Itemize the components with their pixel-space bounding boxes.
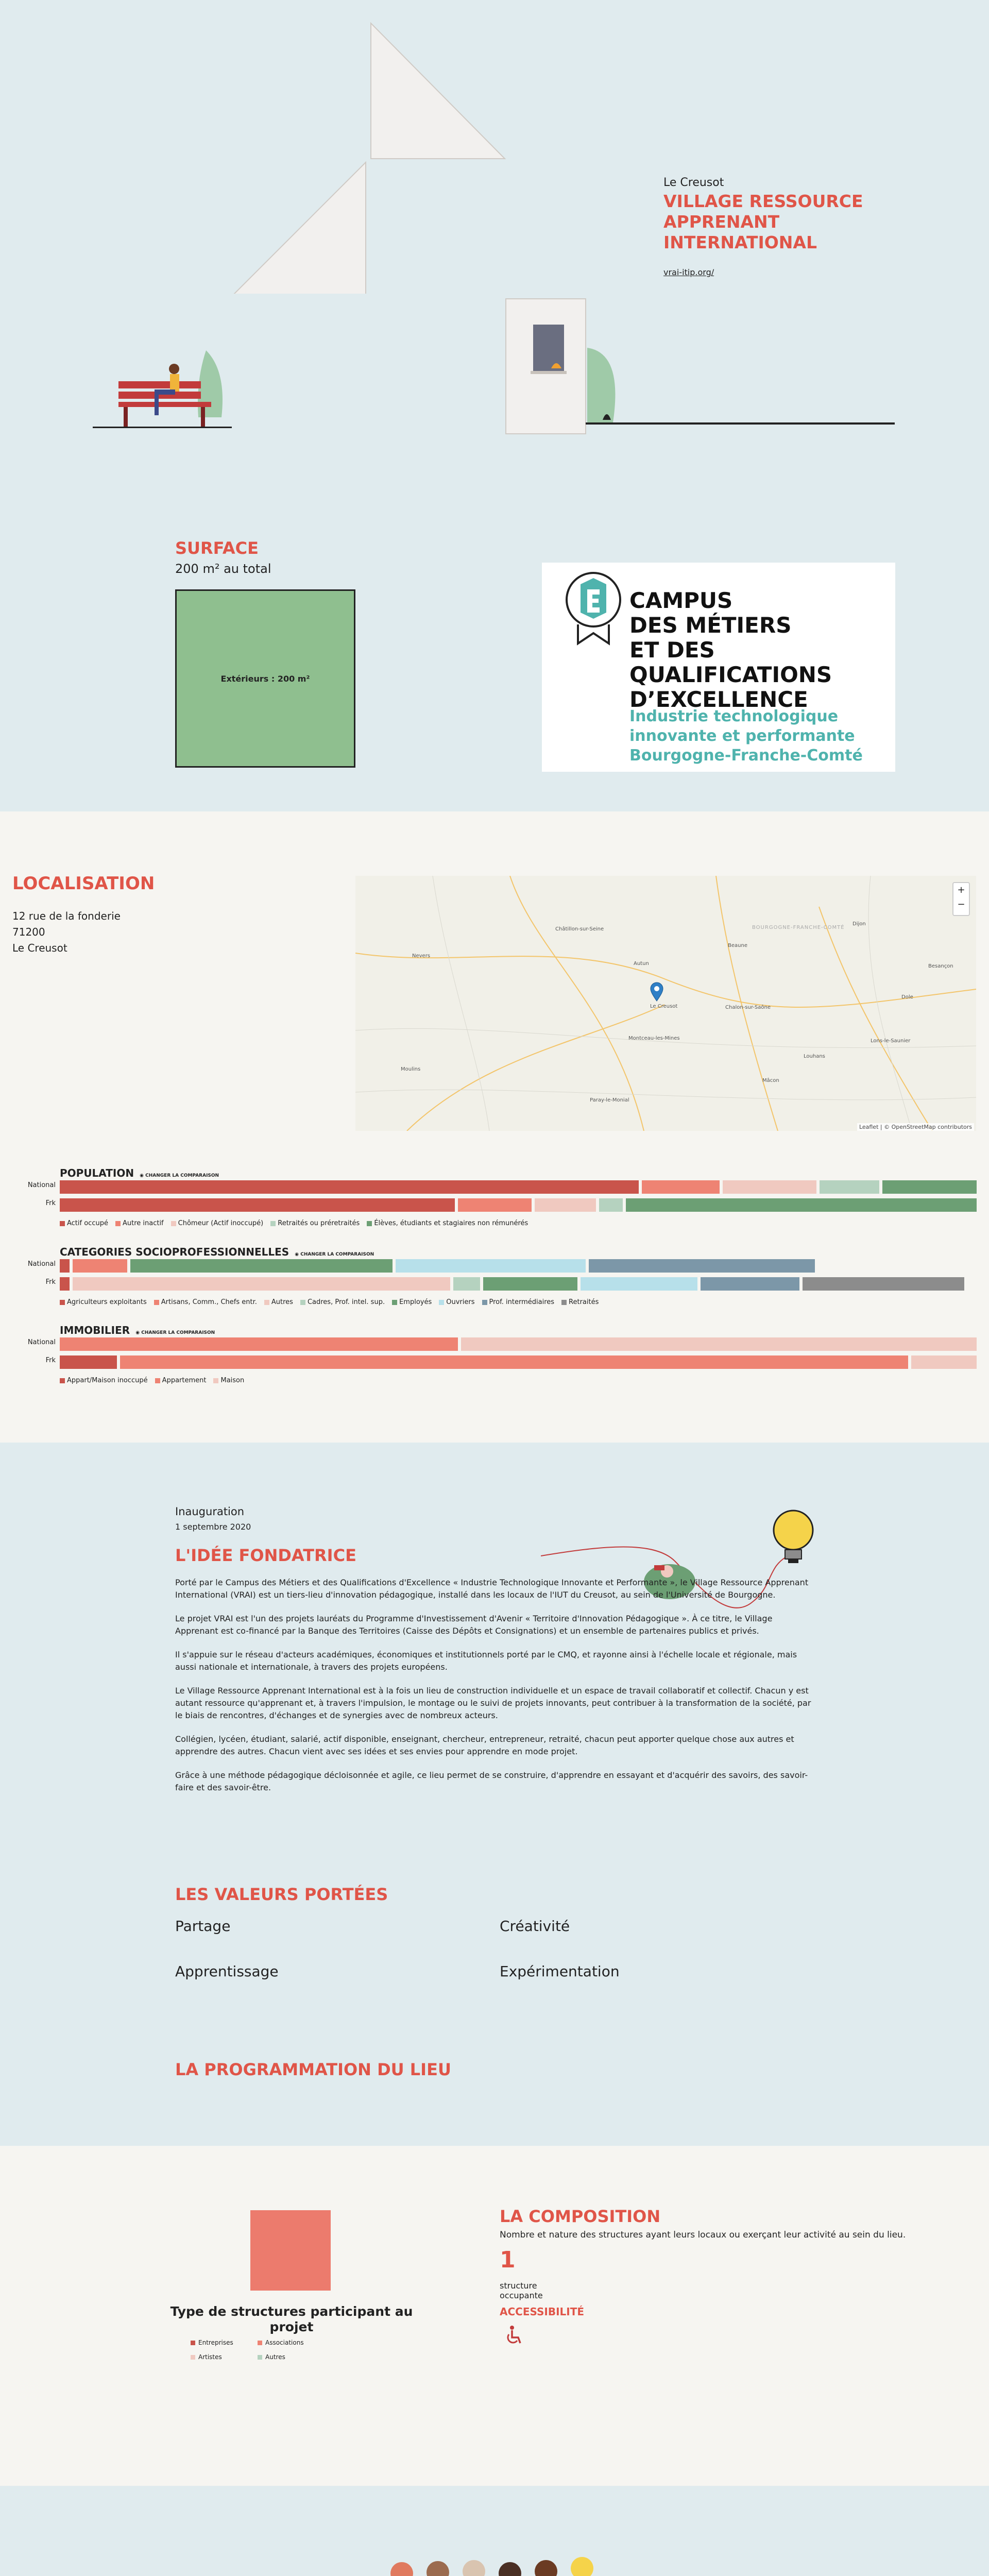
bar-segment-cadres-prof-intel-sup[interactable] bbox=[453, 1277, 480, 1291]
legend-label: Entreprises bbox=[198, 2339, 233, 2346]
legend-item[interactable] bbox=[155, 1377, 207, 1384]
legend-swatch bbox=[561, 1300, 567, 1305]
count-label-line: occupante bbox=[500, 2291, 543, 2300]
hero-section bbox=[0, 0, 989, 811]
bar-segment-prof-interm-diaires[interactable] bbox=[589, 1259, 815, 1273]
address-postcode: 71200 bbox=[12, 926, 45, 938]
campus-logo-subline: innovante et performante bbox=[629, 727, 855, 745]
legend-label: Artisans, Comm., Chefs entr. bbox=[161, 1298, 257, 1306]
immobilier-chart bbox=[27, 1324, 977, 1384]
csp-chart bbox=[27, 1246, 977, 1306]
row-label: National bbox=[27, 1338, 56, 1346]
bar-segment-appartement[interactable] bbox=[60, 1337, 458, 1351]
legend-label: Maison bbox=[220, 1377, 245, 1384]
website-link[interactable]: vrai-itip.org/ bbox=[663, 267, 714, 277]
legend-label: Autres bbox=[265, 2353, 285, 2361]
bar-segment-agriculteurs-exploitants[interactable] bbox=[60, 1277, 70, 1291]
campus-logo-line: D’EXCELLENCE bbox=[629, 687, 808, 712]
bar-segment-autre-inactif[interactable] bbox=[642, 1180, 720, 1194]
immobilier-bar-national[interactable] bbox=[60, 1337, 977, 1351]
bar-segment-artisans-comm-chefs-entr[interactable] bbox=[73, 1259, 127, 1273]
population-change-comparison-link[interactable]: ◉ CHANGER LA COMPARAISON bbox=[140, 1173, 219, 1178]
legend-label: Agriculteurs exploitants bbox=[67, 1298, 147, 1306]
map-attribution[interactable]: Leaflet | © OpenStreetMap contributors bbox=[857, 1123, 974, 1131]
bar-segment-ch-meur-actif-inoccup[interactable] bbox=[535, 1198, 596, 1212]
legend-item[interactable] bbox=[213, 1377, 244, 1384]
paper-triangles-illustration bbox=[227, 15, 515, 294]
csp-legend bbox=[60, 1298, 599, 1306]
map-label: Dijon bbox=[852, 921, 866, 927]
campus-logo-subline: Industrie technologique bbox=[629, 707, 839, 725]
legend-swatch bbox=[367, 1221, 372, 1226]
legend-label: Appart/Maison inoccupé bbox=[67, 1377, 148, 1384]
map-label: Autun bbox=[634, 961, 649, 967]
surface-treemap-exterieurs[interactable] bbox=[175, 589, 355, 768]
bar-segment-actif-occup[interactable] bbox=[60, 1198, 455, 1212]
population-bar-national[interactable] bbox=[60, 1180, 977, 1194]
map-label: Besançon bbox=[928, 963, 953, 969]
legend-swatch bbox=[155, 1378, 160, 1383]
idea-paragraph: Grâce à une méthode pédagogique décloisonnée et agile, ce lieu permet de se construire, d'apprendre en essayant et d'acquérir des savoirs, des savoir-faire et des savoir-être. bbox=[175, 1770, 808, 1792]
map-label: BOURGOGNE-FRANCHE-COMTÉ bbox=[752, 925, 845, 930]
legend-swatch bbox=[264, 1300, 269, 1305]
legend-item[interactable] bbox=[60, 1298, 147, 1306]
campus-logo-subline: Bourgogne-Franche-Comté bbox=[629, 747, 863, 765]
bar-segment-appartement[interactable] bbox=[120, 1355, 908, 1369]
legend-item[interactable] bbox=[60, 1377, 148, 1384]
population-bar-local[interactable] bbox=[60, 1198, 977, 1212]
immobilier-legend bbox=[60, 1377, 244, 1384]
hero-title-line: APPRENANT bbox=[663, 212, 780, 232]
idea-paragraph: Le Village Ressource Apprenant International est à la fois un lieu de construction individuelle et un espace de travail collaboratif et collectif. Chacun y est autant ressource qu'apprenant et, à travers l'impulsion, le montage ou le suivi de projets innovants, peut contribuer à la transformation de la société, par le biais de rencontres, d'échanges et de synergies avec de nombreux acteurs. bbox=[175, 1686, 811, 1720]
address-block bbox=[12, 908, 121, 956]
map-label: Nevers bbox=[412, 953, 431, 959]
legend-swatch bbox=[213, 1378, 218, 1383]
campus-logo bbox=[542, 563, 895, 772]
bar-segment-maison[interactable] bbox=[911, 1355, 977, 1369]
bar-segment-retrait-s-ou-pr-retrait-s[interactable] bbox=[599, 1198, 623, 1212]
hero-city: Le Creusot bbox=[663, 176, 724, 189]
legend-label: Prof. intermédiaires bbox=[489, 1298, 555, 1306]
composition-title: LA COMPOSITION bbox=[500, 2207, 661, 2226]
row-label: Frk bbox=[45, 1278, 56, 1286]
idea-paragraph: Collégien, lycéen, étudiant, salarié, actif disponible, enseignant, chercheur, entrepreneur, retraité, chacun peut apporter quelque chose aux autres et apprendre des autres. Chacun vient avec ses idées et ses envies pour apprendre en mode projet. bbox=[175, 1734, 794, 1756]
map[interactable] bbox=[355, 876, 976, 1131]
bar-segment-employ-s[interactable] bbox=[130, 1259, 393, 1273]
legend-item[interactable] bbox=[300, 1298, 385, 1306]
legend-item[interactable] bbox=[392, 1298, 432, 1306]
map-label: Paray-le-Monial bbox=[590, 1097, 629, 1103]
legend-swatch bbox=[60, 1300, 65, 1305]
legend-label: Retraités bbox=[569, 1298, 599, 1306]
composition-subtitle: Nombre et nature des structures ayant leurs locaux ou exerçant leur activité au sein du lieu. bbox=[500, 2230, 906, 2240]
legend-swatch bbox=[154, 1300, 159, 1305]
localisation-section bbox=[0, 811, 989, 1443]
pie-legend-item[interactable] bbox=[258, 2339, 304, 2346]
legend-swatch bbox=[482, 1300, 487, 1305]
row-label: National bbox=[27, 1181, 56, 1189]
count-label-line: structure bbox=[500, 2281, 537, 2291]
bar-segment-employ-s[interactable] bbox=[483, 1277, 577, 1291]
legend-swatch bbox=[191, 2355, 195, 2360]
legend-item[interactable] bbox=[367, 1219, 528, 1227]
address-street: 12 rue de la fonderie bbox=[12, 910, 121, 922]
bar-segment-ouvriers[interactable] bbox=[581, 1277, 697, 1291]
people-illustration bbox=[381, 2543, 613, 2576]
bar-segment-l-ves-tudiants-et-stagiaires-non-r-mun-r-s[interactable] bbox=[882, 1180, 977, 1194]
inauguration-label: Inauguration bbox=[175, 1505, 245, 1518]
value-item: Créativité bbox=[500, 1918, 570, 1935]
structures-pie-chart[interactable] bbox=[250, 2210, 331, 2291]
legend-item[interactable] bbox=[482, 1298, 555, 1306]
immobilier-bar-local[interactable] bbox=[60, 1355, 977, 1369]
immobilier-title: IMMOBILIER bbox=[60, 1324, 130, 1336]
legend-swatch bbox=[439, 1300, 444, 1305]
legend-swatch bbox=[60, 1378, 65, 1383]
map-label: Mâcon bbox=[762, 1078, 779, 1083]
legend-label: Artistes bbox=[198, 2353, 222, 2361]
legend-label: Ouvriers bbox=[446, 1298, 475, 1306]
bar-segment-ouvriers[interactable] bbox=[396, 1259, 586, 1273]
map-label: Montceau-les-Mines bbox=[628, 1036, 680, 1041]
pie-legend-item[interactable] bbox=[191, 2353, 222, 2361]
legend-label: Appartement bbox=[162, 1377, 207, 1384]
legend-swatch bbox=[60, 1221, 65, 1226]
map-label: Lons-le-Saunier bbox=[871, 1038, 911, 1044]
hero-title-line: VILLAGE RESSOURCE bbox=[663, 191, 863, 211]
surface-title: SURFACE bbox=[175, 538, 259, 558]
hero-title-line: INTERNATIONAL bbox=[663, 232, 817, 252]
idea-title: L'IDÉE FONDATRICE bbox=[175, 1546, 356, 1565]
campus-emblem-icon bbox=[562, 569, 624, 646]
bar-segment-actif-occup[interactable] bbox=[60, 1180, 639, 1194]
idea-paragraph: Il s'appuie sur le réseau d'acteurs académiques, économiques et institutionnels porté par le CMQ, et rayonne ainsi à l'échelle locale et régionale, mais aussi nationale et internationale, à travers des projets européens. bbox=[175, 1650, 797, 1672]
legend-label: Élèves, étudiants et stagiaires non rémunérés bbox=[374, 1219, 528, 1227]
bench-reader-illustration bbox=[88, 340, 242, 438]
bar-segment-autre-inactif[interactable] bbox=[458, 1198, 531, 1212]
acteurs-section bbox=[0, 2486, 989, 2576]
legend-label: Cadres, Prof. intel. sup. bbox=[307, 1298, 385, 1306]
campus-logo-line: QUALIFICATIONS bbox=[629, 662, 832, 687]
pie-legend-item[interactable] bbox=[191, 2339, 233, 2346]
surface-total: 200 m² au total bbox=[175, 562, 271, 576]
legend-label: Autres bbox=[271, 1298, 293, 1306]
bar-segment-prof-interm-diaires[interactable] bbox=[701, 1277, 799, 1291]
idea-text bbox=[175, 1577, 814, 1805]
legend-item[interactable] bbox=[154, 1298, 257, 1306]
map-label: Dole bbox=[901, 994, 913, 1000]
legend-item[interactable] bbox=[115, 1219, 164, 1227]
legend-swatch bbox=[270, 1221, 276, 1226]
immobilier-change-comparison-link[interactable]: ◉ CHANGER LA COMPARAISON bbox=[135, 1330, 215, 1335]
csp-bar-local[interactable] bbox=[60, 1277, 977, 1291]
legend-swatch bbox=[258, 2355, 262, 2360]
bar-segment-l-ves-tudiants-et-stagiaires-non-r-mun-r-s[interactable] bbox=[626, 1198, 977, 1212]
bar-segment-autres[interactable] bbox=[73, 1277, 450, 1291]
legend-swatch bbox=[171, 1221, 176, 1226]
inauguration-date: 1 septembre 2020 bbox=[175, 1522, 251, 1532]
legend-item[interactable] bbox=[270, 1219, 360, 1227]
value-item: Apprentissage bbox=[175, 1963, 279, 1980]
change-link-label: CHANGER LA COMPARAISON bbox=[141, 1330, 215, 1335]
legend-label: Associations bbox=[265, 2339, 304, 2346]
map-zoom-controls bbox=[952, 882, 970, 916]
structure-count-label bbox=[500, 2281, 543, 2300]
programmation-title: LA PROGRAMMATION DU LIEU bbox=[175, 2060, 451, 2079]
map-label: Moulins bbox=[401, 1066, 421, 1072]
bar-segment-appart-maison-inoccup[interactable] bbox=[60, 1355, 117, 1369]
zoom-in-button[interactable]: + bbox=[957, 885, 965, 895]
csp-change-comparison-link[interactable]: ◉ CHANGER LA COMPARAISON bbox=[295, 1252, 374, 1257]
legend-label: Retraités ou préretraités bbox=[278, 1219, 360, 1227]
structure-count: 1 bbox=[500, 2247, 516, 2273]
campus-logo-line: DES MÉTIERS bbox=[629, 613, 792, 638]
map-label: Louhans bbox=[804, 1054, 825, 1059]
change-link-label: CHANGER LA COMPARAISON bbox=[300, 1252, 374, 1257]
legend-item[interactable] bbox=[439, 1298, 474, 1306]
campus-logo-line: CAMPUS bbox=[629, 588, 733, 613]
pie-chart-title: Type de structures participant au projet bbox=[170, 2304, 413, 2334]
composition-section bbox=[0, 2146, 989, 2486]
pie-legend-item[interactable] bbox=[258, 2353, 285, 2361]
idea-paragraph: Porté par le Campus des Métiers et des Qualifications d'Excellence « Industrie Technologique Innovante et Performante », le Village Ressource Apprenant International (VRAI) est un tiers-lieu d'innovation pédagogique, installé dans les locaux de l'IUT du Creusot, au sein de l'Université de Bourgogne. bbox=[175, 1578, 809, 1600]
legend-swatch bbox=[392, 1300, 397, 1305]
value-item: Expérimentation bbox=[500, 1963, 620, 1980]
legend-swatch bbox=[191, 2341, 195, 2345]
csp-title: CATEGORIES SOCIOPROFESSIONNELLES bbox=[60, 1246, 289, 1258]
row-label: Frk bbox=[45, 1199, 56, 1207]
surface-box-label: Extérieurs : 200 m² bbox=[220, 673, 310, 684]
bar-segment-retrait-s[interactable] bbox=[803, 1277, 964, 1291]
csp-bar-national[interactable] bbox=[60, 1259, 977, 1273]
zoom-out-button[interactable]: − bbox=[957, 899, 965, 910]
accessibility-title: ACCESSIBILITÉ bbox=[500, 2306, 585, 2318]
wheelchair-icon bbox=[504, 2325, 524, 2346]
campus-logo-subtitle bbox=[629, 707, 863, 766]
legend-item[interactable] bbox=[171, 1219, 264, 1227]
bar-segment-agriculteurs-exploitants[interactable] bbox=[60, 1259, 70, 1273]
row-label: Frk bbox=[45, 1357, 56, 1364]
legend-item[interactable] bbox=[60, 1219, 108, 1227]
map-label: Beaune bbox=[728, 943, 747, 948]
hero-title bbox=[663, 191, 890, 253]
population-header bbox=[60, 1167, 977, 1179]
hero-text-block bbox=[663, 176, 890, 277]
window-cat-illustration bbox=[505, 296, 896, 438]
address-city: Le Creusot bbox=[12, 942, 67, 954]
immobilier-header bbox=[60, 1324, 977, 1336]
values-title: LES VALEURS PORTÉES bbox=[175, 1885, 388, 1904]
campus-logo-line: ET DES bbox=[629, 637, 715, 663]
localisation-title: LOCALISATION bbox=[12, 873, 155, 894]
legend-swatch bbox=[258, 2341, 262, 2345]
legend-swatch bbox=[300, 1300, 305, 1305]
change-link-label: CHANGER LA COMPARAISON bbox=[145, 1173, 219, 1178]
csp-header bbox=[60, 1246, 977, 1258]
map-label: Châtillon-sur-Seine bbox=[555, 926, 604, 932]
legend-item[interactable] bbox=[561, 1298, 599, 1306]
legend-swatch bbox=[115, 1221, 121, 1226]
map-label: Chalon-sur-Saône bbox=[725, 1005, 771, 1010]
bar-segment-ch-meur-actif-inoccup[interactable] bbox=[723, 1180, 817, 1194]
legend-label: Autre inactif bbox=[122, 1219, 164, 1227]
population-legend bbox=[60, 1219, 528, 1227]
value-item: Partage bbox=[175, 1918, 231, 1935]
idea-paragraph: Le projet VRAI est l'un des projets lauréats du Programme d'Investissement d'Avenir « Territoire d'Innovation Pédagogique ». À ce titre, le Village Apprenant est co-financé par la Banque des Territoires (Caisse des Dépôts et Consignations) et un ensemble de partenaires publics et privés. bbox=[175, 1614, 773, 1636]
row-label: National bbox=[27, 1260, 56, 1268]
legend-label: Chômeur (Actif inoccupé) bbox=[178, 1219, 264, 1227]
population-title: POPULATION bbox=[60, 1167, 134, 1179]
legend-label: Actif occupé bbox=[67, 1219, 108, 1227]
idea-section bbox=[0, 1443, 989, 2146]
population-chart bbox=[27, 1167, 977, 1227]
map-label: Le Creusot bbox=[650, 1004, 678, 1009]
bar-segment-retrait-s-ou-pr-retrait-s[interactable] bbox=[820, 1180, 879, 1194]
legend-label: Employés bbox=[399, 1298, 432, 1306]
map-marker-icon[interactable] bbox=[650, 982, 663, 1002]
bar-segment-maison[interactable] bbox=[461, 1337, 977, 1351]
legend-item[interactable] bbox=[264, 1298, 293, 1306]
campus-logo-title bbox=[629, 588, 832, 712]
